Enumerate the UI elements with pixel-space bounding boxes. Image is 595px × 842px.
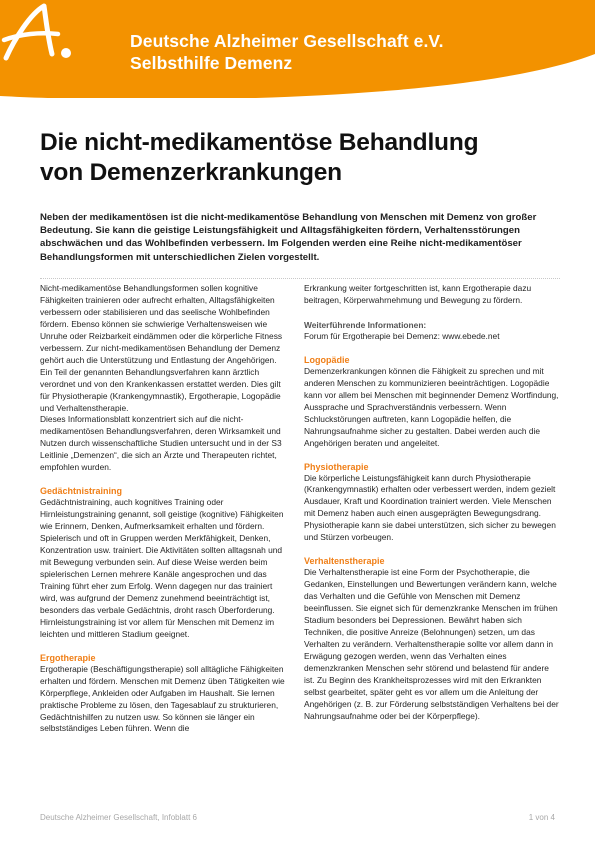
logopaedie-paragraph: Demenzerkrankungen können die Fähigkeit zu sprechen und mit anderen Menschen zu kommunizieren beeinträchtigen. Logopädie kann vor allem bei Menschen mit beginnender Demenz Wortfindung, Aussprache und Sprachverständnis verbessern. Wenn Schluckstörungen auftreten, kann Logopädie helfen, die Nahrungsaufnahme sicher zu gestalten. Dabei werden auch die Angehörigen beraten und angeleitet.	[304, 365, 559, 448]
infosheet-scope-paragraph: Dieses Informationsblatt konzentriert sich auf die nicht-medikamentösen Behandlungsverfahren, deren Wirksamkeit und Nutzen durch wissenschaftliche Studien untersucht und in der S3 Leitlinie „Demenzen“, die sich an Ärzte und Therapeuten richtet, empfohlen wurden.	[40, 414, 282, 473]
org-name-line1: Deutsche Alzheimer Gesellschaft e.V.	[130, 31, 444, 51]
heading-gedaechtnistraining: Gedächtnistraining	[40, 486, 123, 497]
page-title	[40, 128, 560, 188]
gedaechtnistraining-paragraph: Gedächtnistraining, auch kognitives Training oder Hirnleistungstraining genannt, soll geistige (kognitive) Fähigkeiten wie Erinnern, Denken, Aufmerksamkeit erhalten und fördern. Spielerisch und oft in Gruppen werden Merkfähigkeit, Denken, Konzentration usw. trainiert. Die Aktivitäten sollten alltagsnah und mit Bewegung verbunden sein. Auf diese Weise werden beim spielerischen Lernen mehrere Kanäle angesprochen und das Training führt eher zum Erfolg. Wenn dagegen nur das trainiert wird, was aufgrund der Demenz zunehmend beeinträchtigt ist, besonders das verbale Gedächtnis, droht rasch Überforderung. Hirnleistungstraining ist vor allem für Menschen mit Demenz im leichten und mittleren Stadium geeignet.	[40, 497, 284, 639]
org-name-line2: Selbsthilfe Demenz	[130, 53, 293, 73]
intro-paragraph: Neben der medikamentösen ist die nicht-medikamentöse Behandlung von Menschen mit Demenz von großer Bedeutung. Sie kann die geistige Leistungsfähigkeit und Alltagsfähigkeiten fördern, Verhaltensstörungen abschwächen und das Wohlbefinden verbessern. Im Folgenden werden eine Reihe nicht-medikamentöser Behandlungsformen mit unterschiedlichen Zielen vorgestellt.	[40, 212, 537, 263]
heading-logopaedie: Logopädie	[304, 354, 350, 365]
ergotherapie-paragraph: Ergotherapie (Beschäftigungstherapie) soll alltägliche Fähigkeiten erhalten und fördern. Menschen mit Demenz üben Tätigkeiten wie Körperpflege, Ankleiden oder Aufgaben im Haushalt. Sie lernen praktische Probleme zu lösen, den Tagesablauf zu strukturieren, Gedächtnishilfen zu nutzen usw. So können sie länger ein selbstständiges Leben führen. Wenn die	[40, 663, 285, 734]
intro-text-paragraph: Nicht-medikamentöse Behandlungsformen sollen kognitive Fähigkeiten trainieren oder aufrecht erhalten, Alltagsfähigkeiten verbessern oder stabilisieren und das seelische Wohlbefinden fördern. Ebenso können sie schwierige Verhaltensweisen wie Unruhe oder Reizbarkeit eindämmen oder die körperliche Fitness verbessern. Zur nicht-medikamentösen Behandlung der Demenz gehört auch die Unterstützung und Entlastung der Angehörigen. Ein Teil der genannten Behandlungsverfahren kann ärztlich verordnet und von den Krankenkassen erstattet werden. Dies gilt für Physiotherapie (Krankengymnastik), Ergotherapie, Logopädie und Verhaltenstherapie.	[40, 283, 283, 413]
ergotherapie-continued-paragraph: Erkrankung weiter fortgeschritten ist, kann Ergotherapie dazu beitragen, Körperwahrnehmung und Bewegung zu fördern.	[304, 283, 532, 305]
organization-name	[130, 30, 444, 74]
heading-ergotherapie: Ergotherapie	[40, 652, 96, 663]
heading-verhaltenstherapie: Verhaltenstherapie	[304, 556, 385, 567]
title-line1: Die nicht-medikamentöse Behandlung	[40, 129, 479, 156]
further-information-link[interactable]: Forum für Ergotherapie bei Demenz: www.ebede.net	[304, 330, 500, 341]
verhaltenstherapie-paragraph: Die Verhaltenstherapie ist eine Form der Psychotherapie, die Gedanken, Einstellungen und Bewertungen verändern kann, welche das Verhalten und die Gefühle von Menschen mit Demenz beeinflussen. Sie eignet sich für demenzkranke Menschen im frühen Stadium besonders bei Depressionen. Bewährt haben sich Techniken, die positive Anreize (Belohnungen) setzen, um das Verhalten zu verändern. Verhaltenstherapie sollte vor allem dann in Erwägung gezogen werden, wenn das Verhalten eines demenzkranken Menschen sehr störend und belastend für andere ist. Zu Beginn des Krankheitsprozesses wird mit den Erkrankten selbst gearbeitet, später geht es vor allem um die Anleitung der Angehörigen (z. B. zur Förderung selbstständigen Verhaltens bei der Nahrungsaufnahme oder bei der Körperpflege).	[304, 567, 559, 721]
footer-page-number: 1 von 4	[528, 813, 555, 822]
physiotherapie-paragraph: Die körperliche Leistungsfähigkeit kann durch Physiotherapie (Krankengymnastik) erhalten oder verbessert werden, indem gezielt Ausdauer, Kraft und Koordination trainiert werden. Viele Menschen mit Demenz haben auch einen ausgeprägten Bewegungsdrang. Physiotherapie kann sie dabei unterstützen, sich sicher zu bewegen und Stürzen vorbeugen.	[304, 472, 556, 543]
title-line2: von Demenzerkrankungen	[40, 159, 342, 186]
heading-further-information: Weiterführende Informationen:	[304, 319, 427, 330]
intro-divider	[40, 278, 560, 279]
left-column	[40, 283, 290, 735]
footer-source: Deutsche Alzheimer Gesellschaft, Infoblatt 6	[40, 813, 197, 822]
header-banner	[0, 0, 595, 98]
right-column	[304, 283, 560, 723]
heading-physiotherapie: Physiotherapie	[304, 461, 369, 472]
alzheimer-logo-icon	[0, 0, 78, 62]
